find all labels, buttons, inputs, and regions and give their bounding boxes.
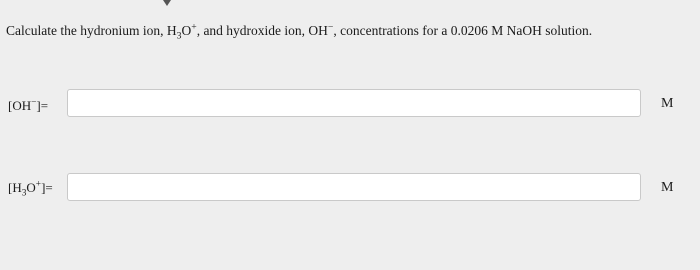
hydronium-label: $[H_3O^+]=$ <box>8 179 53 199</box>
hydroxide-concentration-input[interactable] <box>67 89 641 117</box>
question-text: Calculate the hydronium ion, $H_3O^+$, and hydroxide ion, OH−, concentrations for a 0.0206 M NaOH solution. <box>6 21 593 42</box>
hydroxide-label: [OH−]= <box>8 97 49 113</box>
hydroxide-unit: M <box>661 96 674 111</box>
cursor-indicator <box>163 0 171 6</box>
hydronium-unit: M <box>661 180 674 195</box>
hydronium-concentration-input[interactable] <box>67 173 641 201</box>
